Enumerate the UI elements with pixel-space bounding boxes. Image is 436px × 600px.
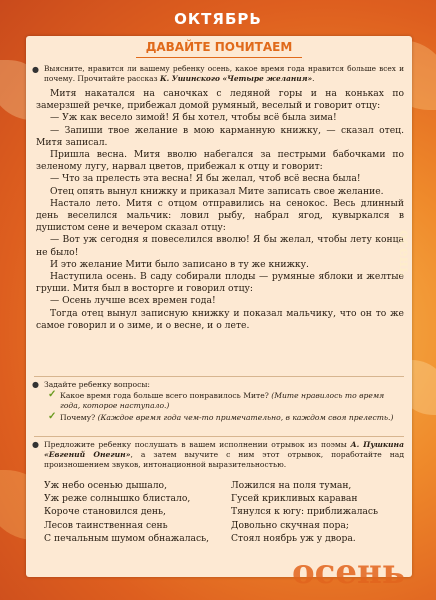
offer-end: , а затем выучите с ним этот отрывок, поработайте над произношением звуков, интонационной выразительностью.	[44, 450, 404, 469]
story-paragraph: Отец опять вынул книжку и приказал Мите записать свое желание.	[50, 185, 384, 197]
story-paragraph: И это желание Мити было записано в ту же книжку.	[50, 258, 309, 270]
bullet-icon: ●	[32, 440, 39, 449]
section-title: ДАВАЙТЕ ПОЧИТАЕМ	[145, 40, 293, 54]
question-text: Какое время года больше всего понравилось Мите?	[60, 391, 272, 400]
poem-line: Уж реже солнышко блистало,	[44, 493, 191, 505]
story-paragraph: — Уж как весело зимой! Я бы хотел, чтобы всё была зима!	[50, 112, 337, 124]
divider	[34, 376, 404, 377]
poem-line: С печальным шумом обнажалась,	[44, 532, 210, 544]
autumn-word-side: осень	[396, 230, 412, 277]
question-item	[60, 413, 404, 423]
story-paragraph: — Запиши твое желание в мою карманную книжку, — сказал отец. Митя записал.	[36, 124, 404, 148]
bullet-icon: ●	[32, 65, 39, 74]
poem-line: Уж небо осенью дышало,	[44, 480, 167, 491]
title-underline	[136, 57, 302, 58]
offer-text	[44, 440, 404, 470]
poem-line: Стоял ноябрь уж у двора.	[231, 532, 356, 544]
poem-line: Тянулся к югу: приближалась	[231, 506, 379, 518]
story-paragraph: Тогда отец вынул записную книжку и показал мальчику, что он то же самое говорил и о зиме, и о весне, и о лете.	[36, 307, 404, 331]
story-author: К. Ушинского «Четыре желания»	[159, 74, 313, 83]
poem-author: А. Пушкина «Евгений Онегин»	[44, 440, 405, 459]
poem-line: Короче становился день,	[44, 506, 166, 518]
question-text: Почему?	[60, 413, 98, 422]
story-paragraph: Настало лето. Митя с отцом отправились на сенокос. Весь длинный день веселился мальчик: ловил рыбу, набрал ягод, кувыркался в душистом сене и вечером сказал отцу:	[36, 197, 404, 234]
story-paragraph: — Что за прелесть эта весна! Я бы желал, чтоб всё весна была!	[50, 173, 361, 185]
checkmark-icon: ✓	[48, 411, 57, 422]
intro-sentence: Выясните, нравится ли вашему ребенку осень, какое время года нравится больше всех и почему. Прочитайте рассказ	[44, 64, 404, 83]
story-paragraph: — Вот уж сегодня я повеселился вволю! Я бы желал, чтобы лету конца не было!	[36, 234, 404, 258]
questions-lead: Задайте ребенку вопросы:	[44, 380, 150, 389]
story-paragraph: Пришла весна. Митя вволю набегался за пестрыми бабочками по зеленому лугу, нарвал цветов, прибежал к отцу и говорит:	[36, 149, 404, 173]
autumn-word-bottom: осень	[292, 552, 405, 592]
month-title: ОКТЯБРЬ	[174, 10, 262, 28]
poem-line: Ложился на поля туман,	[231, 480, 352, 491]
story-paragraph: Митя накатался на саночках с ледяной горы и на коньках по замерзшей речке, прибежал домой румяный, веселый и говорит отцу:	[36, 88, 404, 112]
poem-line: Лесов таинственная сень	[44, 519, 168, 531]
question-hint: (Каждое время года чем-то примечательно, в каждом своя прелесть.)	[97, 413, 394, 422]
intro-text	[44, 64, 404, 84]
poem-line: Довольно скучная пора;	[231, 519, 349, 531]
checkmark-icon: ✓	[48, 389, 57, 400]
poem-line: Гусей крикливых караван	[231, 493, 358, 505]
intro-end: .	[312, 74, 315, 83]
story-text	[36, 88, 404, 332]
question-hint: (Мите нравилось то время года, которое наступало.)	[60, 391, 385, 410]
question-item	[60, 391, 404, 411]
poem-right-column	[231, 479, 378, 545]
story-paragraph: — Осень лучше всех времен года!	[50, 295, 216, 307]
divider	[34, 436, 404, 437]
story-paragraph: Наступила осень. В саду собирали плоды — румяные яблоки и желтые груши. Митя был в восторге и говорил отцу:	[36, 271, 404, 295]
bullet-icon: ●	[32, 380, 39, 389]
offer-sentence: Предложите ребенку послушать в вашем исполнении отрывок из поэмы	[44, 440, 351, 449]
poem-left-column	[44, 479, 209, 545]
content-panel	[26, 36, 412, 577]
